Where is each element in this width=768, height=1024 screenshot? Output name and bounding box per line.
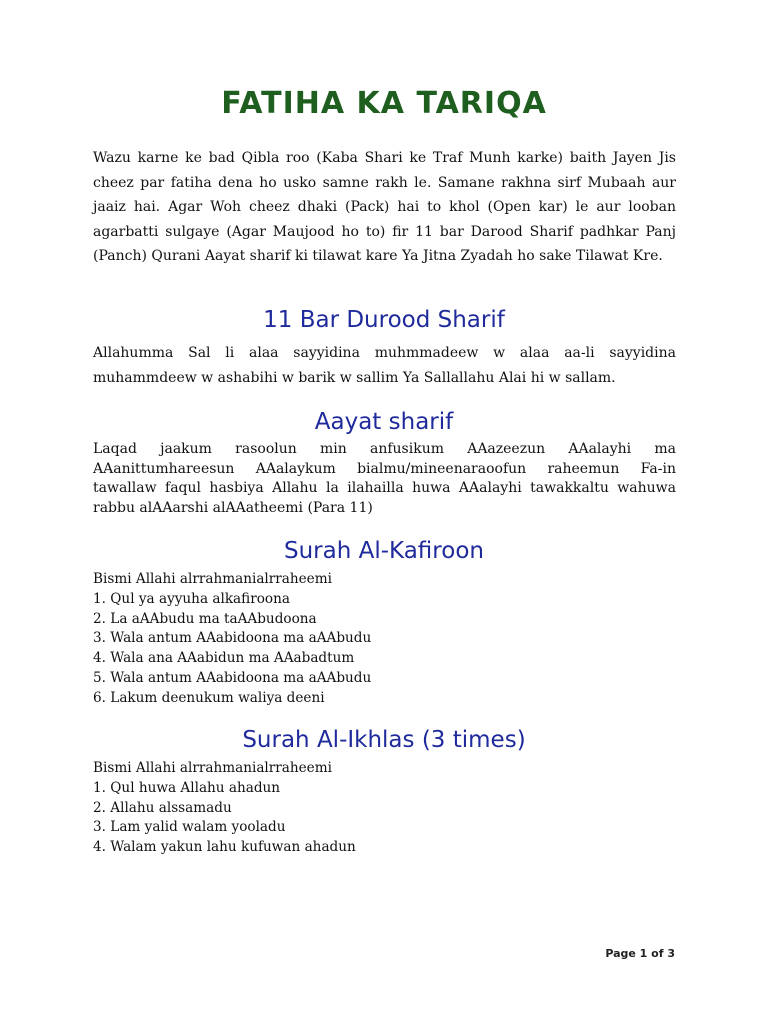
durood-heading: 11 Bar Durood Sharif	[263, 307, 505, 333]
verse-line: 1. Qul ya ayyuha alkafiroona	[93, 590, 290, 607]
verse-line: Bismi Allahi alrrahmanialrraheemi	[93, 760, 332, 776]
kafiroon-verses	[93, 570, 676, 709]
verse-line: 4. Walam yakun lahu kufuwan ahadun	[93, 839, 356, 856]
verse-line: 4. Wala ana AAabidun ma AAabadtum	[93, 650, 355, 667]
verse-line: 1. Qul huwa Allahu ahadun	[93, 779, 281, 796]
ikhlas-verses	[93, 759, 676, 858]
page-title: FATIHA KA TARIQA	[221, 86, 547, 121]
kafiroon-heading: Surah Al-Kafiroon	[284, 538, 484, 564]
ikhlas-heading: Surah Al-Ikhlas (3 times)	[242, 727, 526, 753]
verse-line: 3. Lam yalid walam yooladu	[93, 819, 286, 836]
aayat-text: Laqad jaakum rasoolun min anfusikum AAazeezun AAalayhi ma AAanittumhareesun AAalaykum bialmu/mineenaraoofun raheemun Fa-in tawallaw faqul hasbiya Allahu la ilahailla huwa AAalayhi tawakkaltu wahuwa rabbu alAAarshi alAAatheemi (Para 11)	[93, 441, 676, 516]
verse-line: 2. La aAAbudu ma taAAbudoona	[93, 610, 317, 627]
verse-line: 5. Wala antum AAabidoona ma aAAbudu	[93, 669, 372, 686]
page-number: Page 1 of 3	[605, 947, 675, 960]
verse-line: 2. Allahu alssamadu	[93, 799, 232, 816]
intro-paragraph: Wazu karne ke bad Qibla roo (Kaba Shari ke Traf Munh karke) baith Jayen Jis cheez par fatiha dena ho usko samne rakh le. Samane rakhna sirf Mubaah aur jaaiz hai. Agar Woh cheez dhaki (Pack) hai to khol (Open kar) le aur looban agarbatti sulgaye (Agar Maujood ho to) fir 11 bar Darood Sharif padhkar Panj (Panch) Qurani Aayat sharif ki tilawat kare Ya Jitna Zyadah ho sake Tilawat Kre.	[93, 150, 676, 264]
durood-text: Allahumma Sal li alaa sayyidina muhmmadeew w alaa aa-li sayyidina muhammdeew w ashabihi w barik w sallim Ya Sallallahu Alai hi w sallam.	[93, 345, 676, 386]
verse-line: 6. Lakum deenukum waliya deeni	[93, 689, 325, 706]
verse-line: 3. Wala antum AAabidoona ma aAAbudu	[93, 630, 372, 647]
aayat-heading: Aayat sharif	[314, 409, 454, 435]
verse-line: Bismi Allahi alrrahmanialrraheemi	[93, 571, 332, 587]
